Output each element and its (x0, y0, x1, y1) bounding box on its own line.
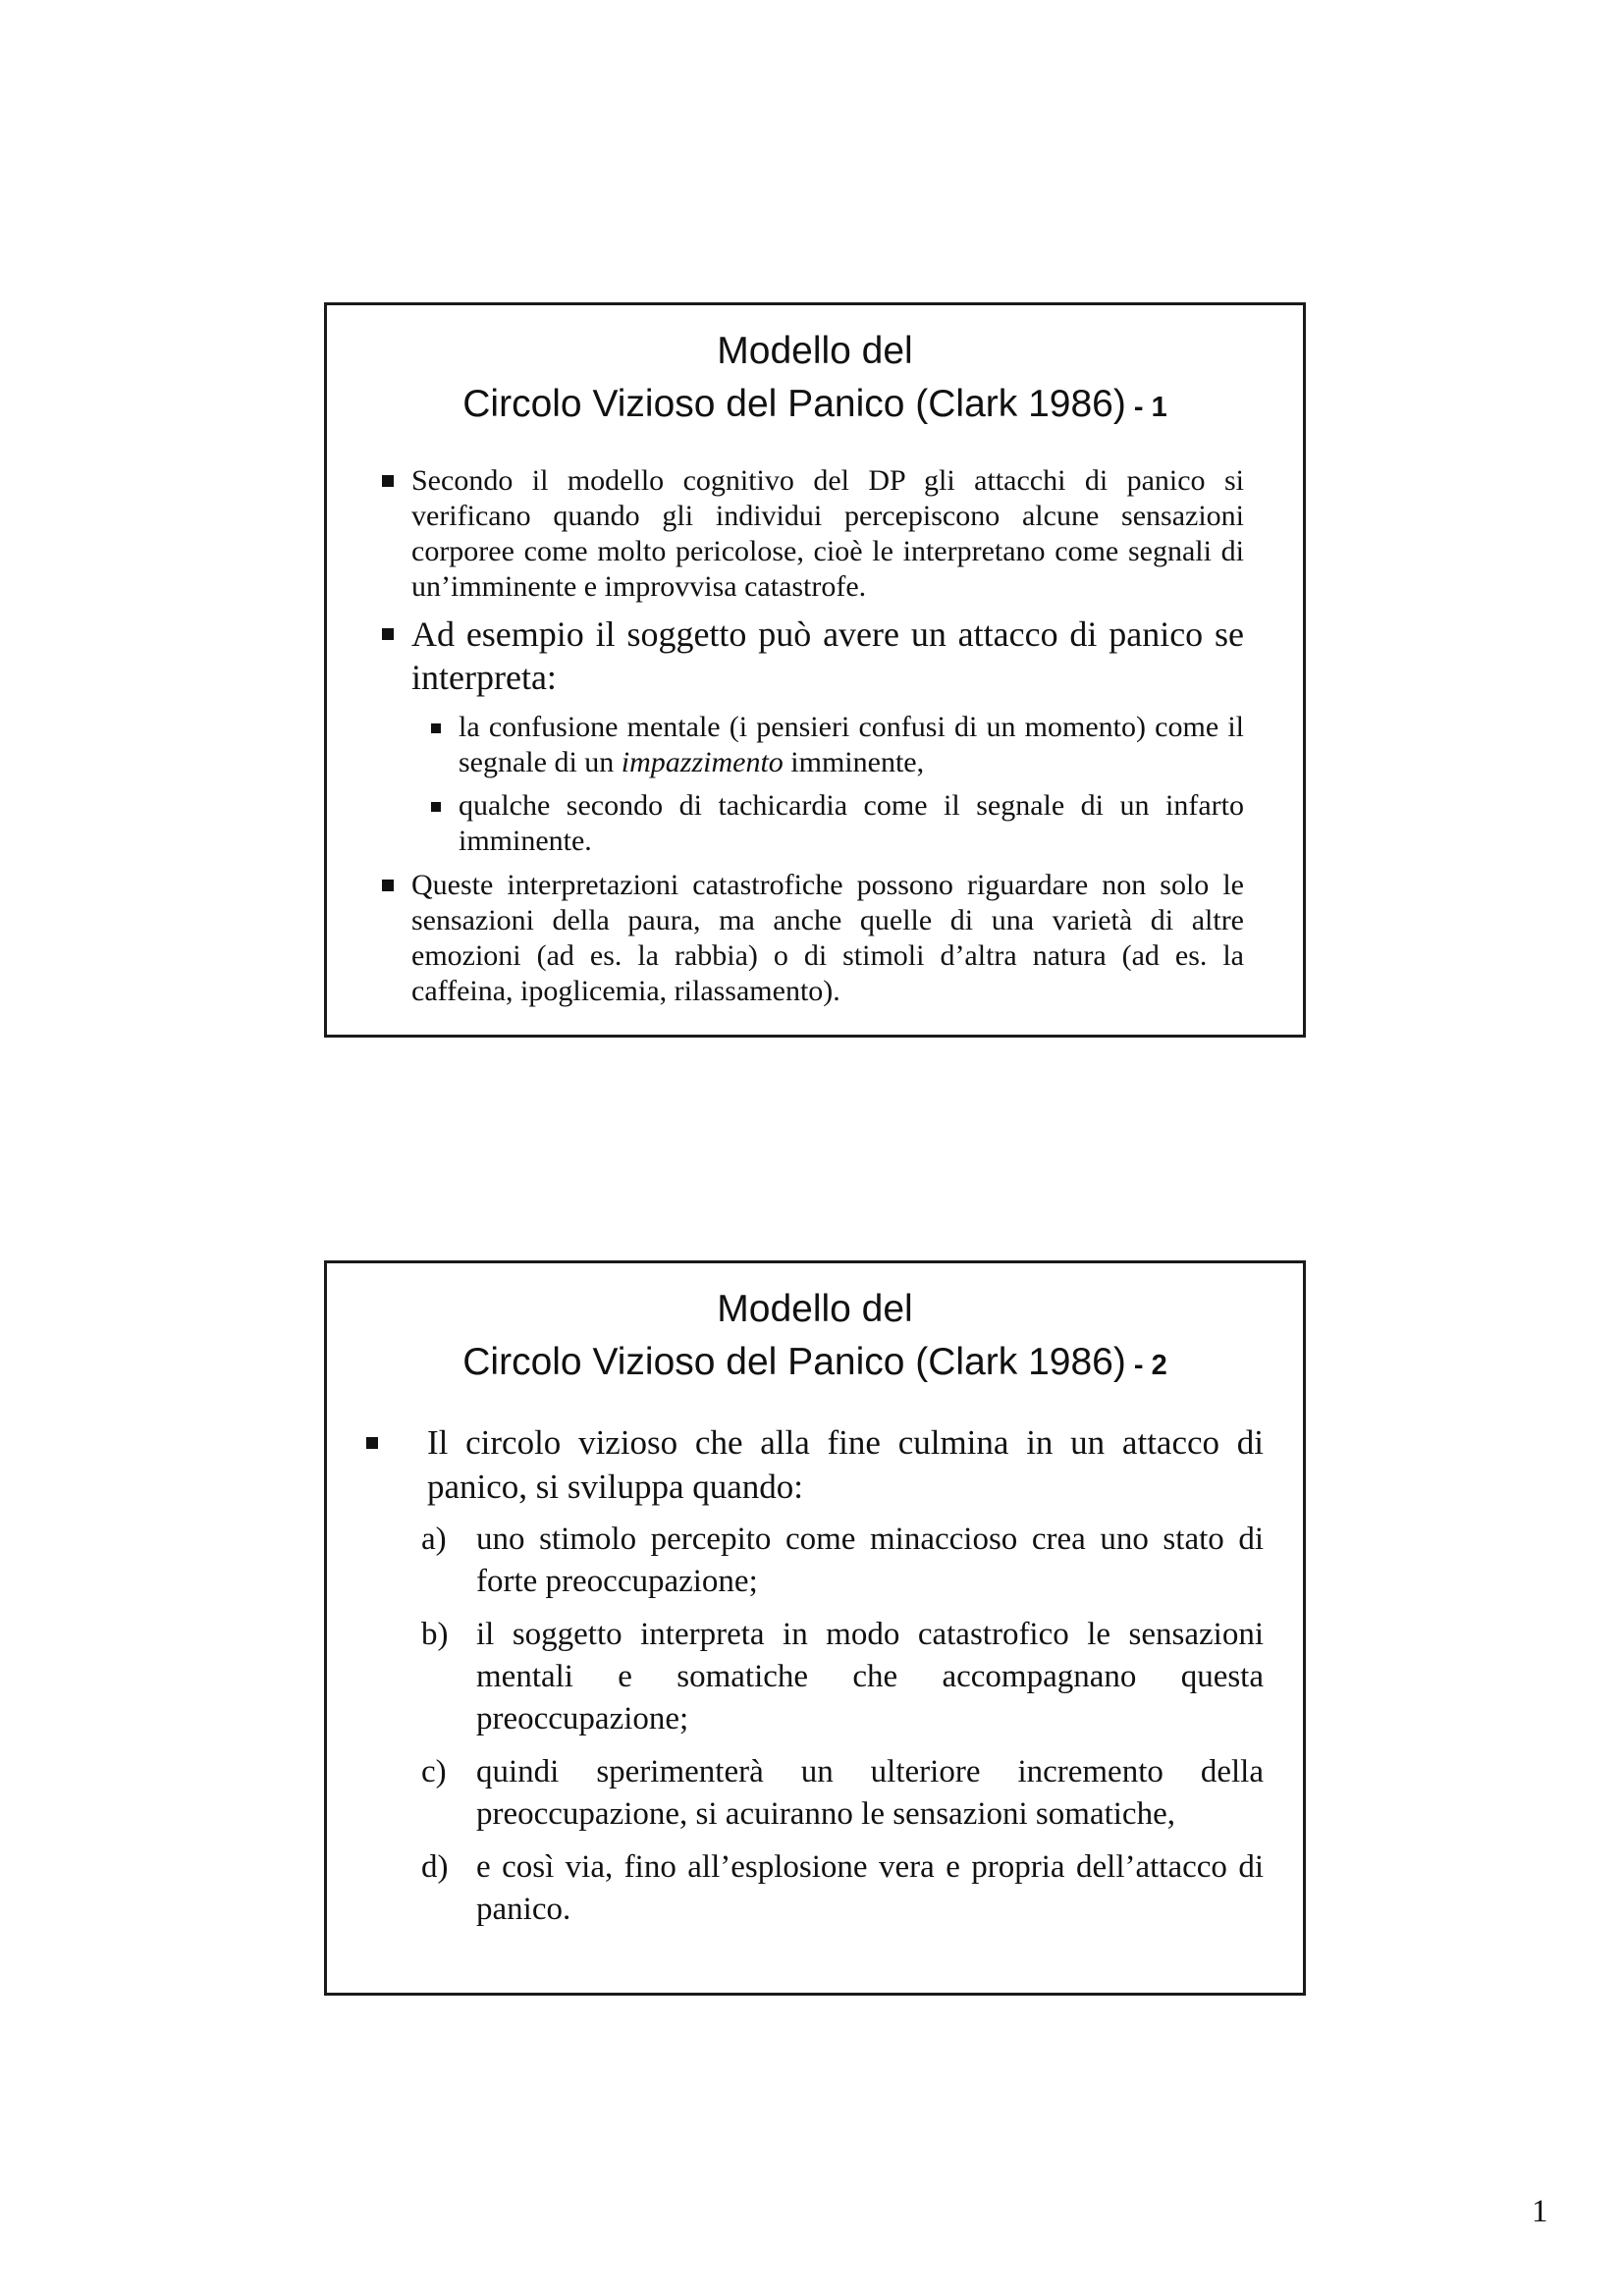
intro-text: Il circolo vizioso che alla fine culmina in un attacco di panico, si sviluppa quando: (427, 1423, 1264, 1506)
bullet-text: Secondo il modello cognitivo del DP gli attacchi di panico si verificano quando gli individui percepiscono alcune sensazioni corporee come molto pericolose, cioè le interpretano come segnali di un’imminente e improvvisa catastrofe. (411, 464, 1244, 603)
list-item-label: a) (421, 1522, 447, 1557)
list-item-c (421, 1751, 1264, 1836)
square-bullet-icon (382, 880, 394, 891)
square-bullet-icon (382, 628, 394, 640)
list-item-text: uno stimolo percepito come minaccioso crea uno stato di forte preoccupazione; (476, 1522, 1264, 1599)
title-line-2: Circolo Vizioso del Panico (Clark 1986) (462, 383, 1126, 425)
title-line-1: Modello del (717, 330, 913, 372)
slide-number: - 2 (1125, 1350, 1167, 1381)
list-item-text: e così via, fino all’esplosione vera e propria dell’attacco di panico. (476, 1849, 1264, 1927)
sub-bullet-1 (431, 710, 1244, 780)
bullet-text: Ad esempio il soggetto può avere un attacco di panico se interpreta: (411, 614, 1244, 697)
list-item-text: il soggetto interpreta in modo catastrofico le sensazioni mentali e somatiche che accompagnano questa preoccupazione; (476, 1617, 1264, 1736)
sub-bullet-text-end: imminente, (783, 746, 925, 778)
list-item-d (421, 1846, 1264, 1931)
slide-2 (324, 1260, 1306, 1996)
intro-bullet (362, 1420, 1264, 1509)
list-item-label: c) (421, 1754, 447, 1789)
square-bullet-icon (366, 1437, 378, 1449)
bullet-2 (382, 613, 1244, 699)
slide-1 (324, 302, 1306, 1038)
bullet-text: Queste interpretazioni catastrofiche possono riguardare non solo le sensazioni della paura, ma anche quelle di una varietà di altre emozioni (ad es. la rabbia) o di stimoli d’altra natura (ad es. la caffeina, ipoglicemia, rilassamento). (411, 869, 1244, 1007)
list-item-label: b) (421, 1617, 449, 1652)
list-item-a (421, 1519, 1264, 1603)
title-line-2: Circolo Vizioso del Panico (Clark 1986) (462, 1341, 1126, 1383)
list-item-b (421, 1614, 1264, 1740)
slide-number: - 1 (1125, 392, 1167, 423)
square-bullet-icon (431, 802, 441, 812)
square-bullet-icon (382, 475, 394, 487)
square-bullet-icon (431, 723, 441, 733)
sub-bullet-2 (431, 788, 1244, 859)
sub-bullet-text: qualche secondo di tachicardia come il segnale di un infarto imminente. (459, 789, 1244, 857)
bullet-3 (382, 868, 1244, 1009)
list-item-text: quindi sperimenterà un ulteriore incremento della preoccupazione, si acuiranno le sensazioni somatiche, (476, 1754, 1264, 1832)
title-line-1: Modello del (717, 1288, 913, 1330)
bullet-1 (382, 463, 1244, 605)
page-number: 1 (1532, 2194, 1548, 2229)
sub-bullet-emphasis: impazzimento (621, 746, 784, 778)
slide-title (327, 325, 1303, 434)
slide-title (327, 1283, 1303, 1392)
sub-bullet-text: la confusione mentale (i pensieri confusi di un momento) come il segnale di un (459, 711, 1244, 778)
list-item-label: d) (421, 1849, 449, 1885)
